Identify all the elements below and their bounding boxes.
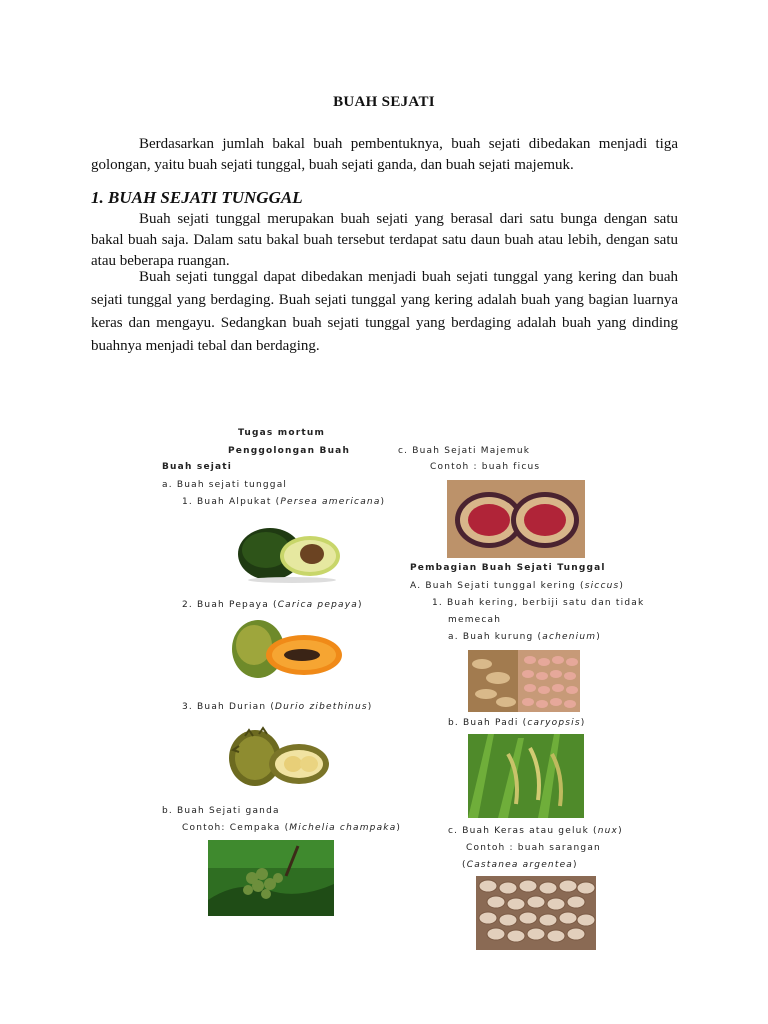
figure-header-1: Tugas mortum xyxy=(238,428,326,438)
section-paragraph-1: Buah sejati tunggal merupakan buah sejati yang berasal dari satu bunga dengan satu bakal buah saja. Dalam satu bakal buah tersebut terdapat satu daun buah atau lebih, dengan satu atau beberapa ruangan. xyxy=(91,211,678,269)
sub-A1-line2: memecah xyxy=(448,615,502,625)
item-b-example: Contoh: Cempaka (Michelia champaka) xyxy=(182,823,402,833)
section-b-heading: Pembagian Buah Sejati Tunggal xyxy=(410,563,606,573)
sub-A: A. Buah Sejati tunggal kering (siccus) xyxy=(410,581,625,591)
fig-fruit-image xyxy=(447,480,585,558)
section-paragraph-2: Buah sejati tunggal dapat dibedakan menjadi buah sejati tunggal yang kering dan buah sejati tunggal yang berdaging. Buah sejati tunggal yang kering adalah buah yang bagian luarnya keras dan mengayu. Sedangkan buah sejati tunggal yang berdaging adalah buah yang dinding buahnya menjadi tebal dan berdaging. xyxy=(91,269,678,354)
item-a2: 2. Buah Pepaya (Carica pepaya) xyxy=(182,600,363,610)
item-c: c. Buah Sejati Majemuk xyxy=(398,446,531,456)
item-a3: 3. Buah Durian (Durio zibethinus) xyxy=(182,702,373,712)
rice-image xyxy=(468,734,584,818)
item-a: a. Buah sejati tunggal xyxy=(162,480,288,490)
section-heading: 1. BUAH SEJATI TUNGGAL xyxy=(91,188,303,207)
durian-image xyxy=(215,718,337,792)
sub-c-example-latin: (Castanea argentea) xyxy=(462,860,578,870)
sub-A1-line1: 1. Buah kering, berbiji satu dan tidak xyxy=(432,598,645,608)
page-title: BUAH SEJATI xyxy=(333,94,435,110)
chestnut-image xyxy=(476,876,596,950)
sub-c-example: Contoh : buah sarangan xyxy=(466,843,601,853)
figure-header-2: Penggolongan Buah xyxy=(228,446,351,456)
cempaka-image xyxy=(208,840,334,916)
figure-header-3: Buah sejati xyxy=(162,462,233,472)
peanut-image xyxy=(468,650,580,712)
item-b: b. Buah Sejati ganda xyxy=(162,806,280,816)
avocado-image xyxy=(232,514,344,584)
papaya-image xyxy=(230,617,344,683)
item-a1: 1. Buah Alpukat (Persea americana) xyxy=(182,497,386,507)
sub-c: c. Buah Keras atau geluk (nux) xyxy=(448,826,623,836)
intro-paragraph: Berdasarkan jumlah bakal buah pembentuknya, buah sejati dibedakan menjadi tiga golongan, yaitu buah sejati tunggal, buah sejati ganda, dan buah sejati majemuk. xyxy=(91,136,678,173)
embedded-figure xyxy=(160,420,645,960)
sub-a: a. Buah kurung (achenium) xyxy=(448,632,601,642)
sub-b: b. Buah Padi (caryopsis) xyxy=(448,718,586,728)
item-c-example: Contoh : buah ficus xyxy=(430,462,541,472)
